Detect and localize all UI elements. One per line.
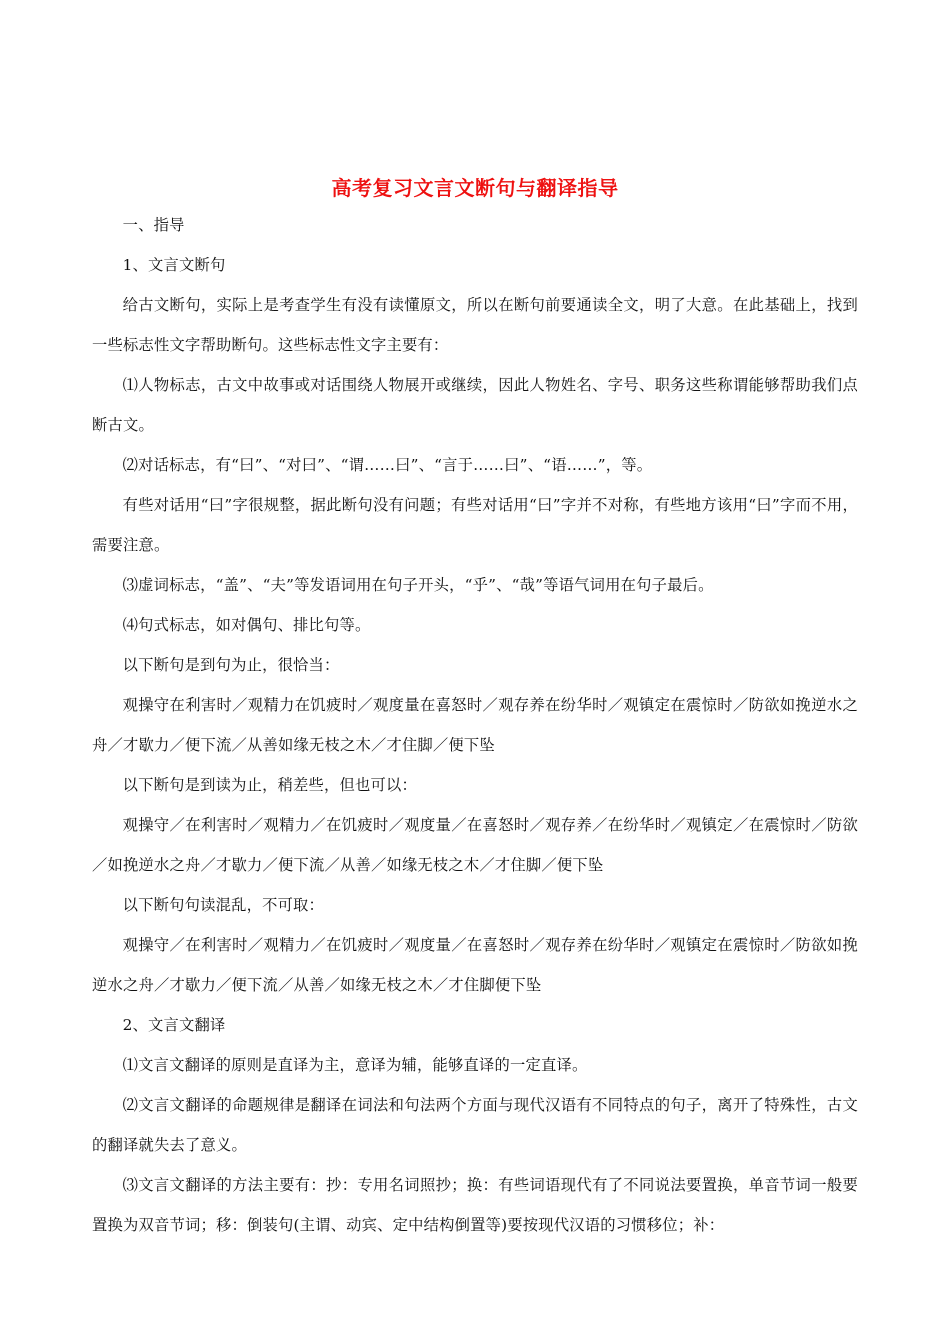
body-paragraph: ⑵对话标志，有“曰”、“对曰”、“谓……曰”、“言于……曰”、“语……”，等。: [122, 456, 653, 474]
body-paragraph: 有些对话用“曰”字很规整，据此断句没有问题；有些对话用“曰”字并不对称，有些地方该用“曰”字而不用，需要注意。: [92, 496, 858, 554]
document-title: 高考复习文言文断句与翻译指导: [331, 176, 619, 200]
body-paragraph: 以下断句句读混乱，不可取：: [122, 896, 325, 914]
subsection-heading: 1、文言文断句: [122, 256, 226, 274]
section-heading: 一、指导: [122, 216, 185, 234]
body-paragraph: ⑴人物标志，古文中故事或对话围绕人物展开或继续，因此人物姓名、字号、职务这些称谓能够帮助我们点断古文。: [92, 376, 858, 434]
body-paragraph: 给古文断句，实际上是考查学生有没有读懂原文，所以在断句前要通读全文，明了大意。在此基础上，找到一些标志性文字帮助断句。这些标志性文字主要有：: [92, 296, 858, 354]
body-paragraph: ⑶文言文翻译的方法主要有：抄：专用名词照抄；换：有些词语现代有了不同说法要置换，单音节词一般要置换为双音节词；移：倒装句(主谓、动宾、定中结构倒置等)要按现代汉语的习惯移位；补：: [92, 1176, 858, 1234]
body-paragraph: ⑴文言文翻译的原则是直译为主，意译为辅，能够直译的一定直译。: [122, 1056, 588, 1074]
body-paragraph: ⑷句式标志，如对偶句、排比句等。: [122, 616, 371, 634]
document-body: [92, 205, 858, 1245]
body-paragraph: 以下断句是到读为止，稍差些，但也可以：: [122, 776, 418, 794]
example-paragraph: 观操守在利害时／观精力在饥疲时／观度量在喜怒时／观存养在纷华时／观镇定在震惊时／防欲如挽逆水之舟／才歇力／便下流／从善如缘无枝之木／才住脚／便下坠: [92, 696, 858, 754]
example-paragraph: 观操守／在利害时／观精力／在饥疲时／观度量／在喜怒时／观存养／在纷华时／观镇定／在震惊时／防欲／如挽逆水之舟／才歇力／便下流／从善／如缘无枝之木／才住脚／便下坠: [92, 816, 858, 874]
body-paragraph: ⑶虚词标志，“盖”、“夫”等发语词用在句子开头，“乎”、“哉”等语气词用在句子最后。: [122, 576, 714, 594]
example-paragraph: 观操守／在利害时／观精力／在饥疲时／观度量／在喜怒时／观存养在纷华时／观镇定在震惊时／防欲如挽逆水之舟／才歇力／便下流／从善／如缘无枝之木／才住脚便下坠: [92, 936, 858, 994]
body-paragraph: ⑵文言文翻译的命题规律是翻译在词法和句法两个方面与现代汉语有不同特点的句子，离开了特殊性，古文的翻译就失去了意义。: [92, 1096, 858, 1154]
body-paragraph: 以下断句是到句为止，很恰当：: [122, 656, 340, 674]
subsection-heading: 2、文言文翻译: [122, 1016, 226, 1034]
